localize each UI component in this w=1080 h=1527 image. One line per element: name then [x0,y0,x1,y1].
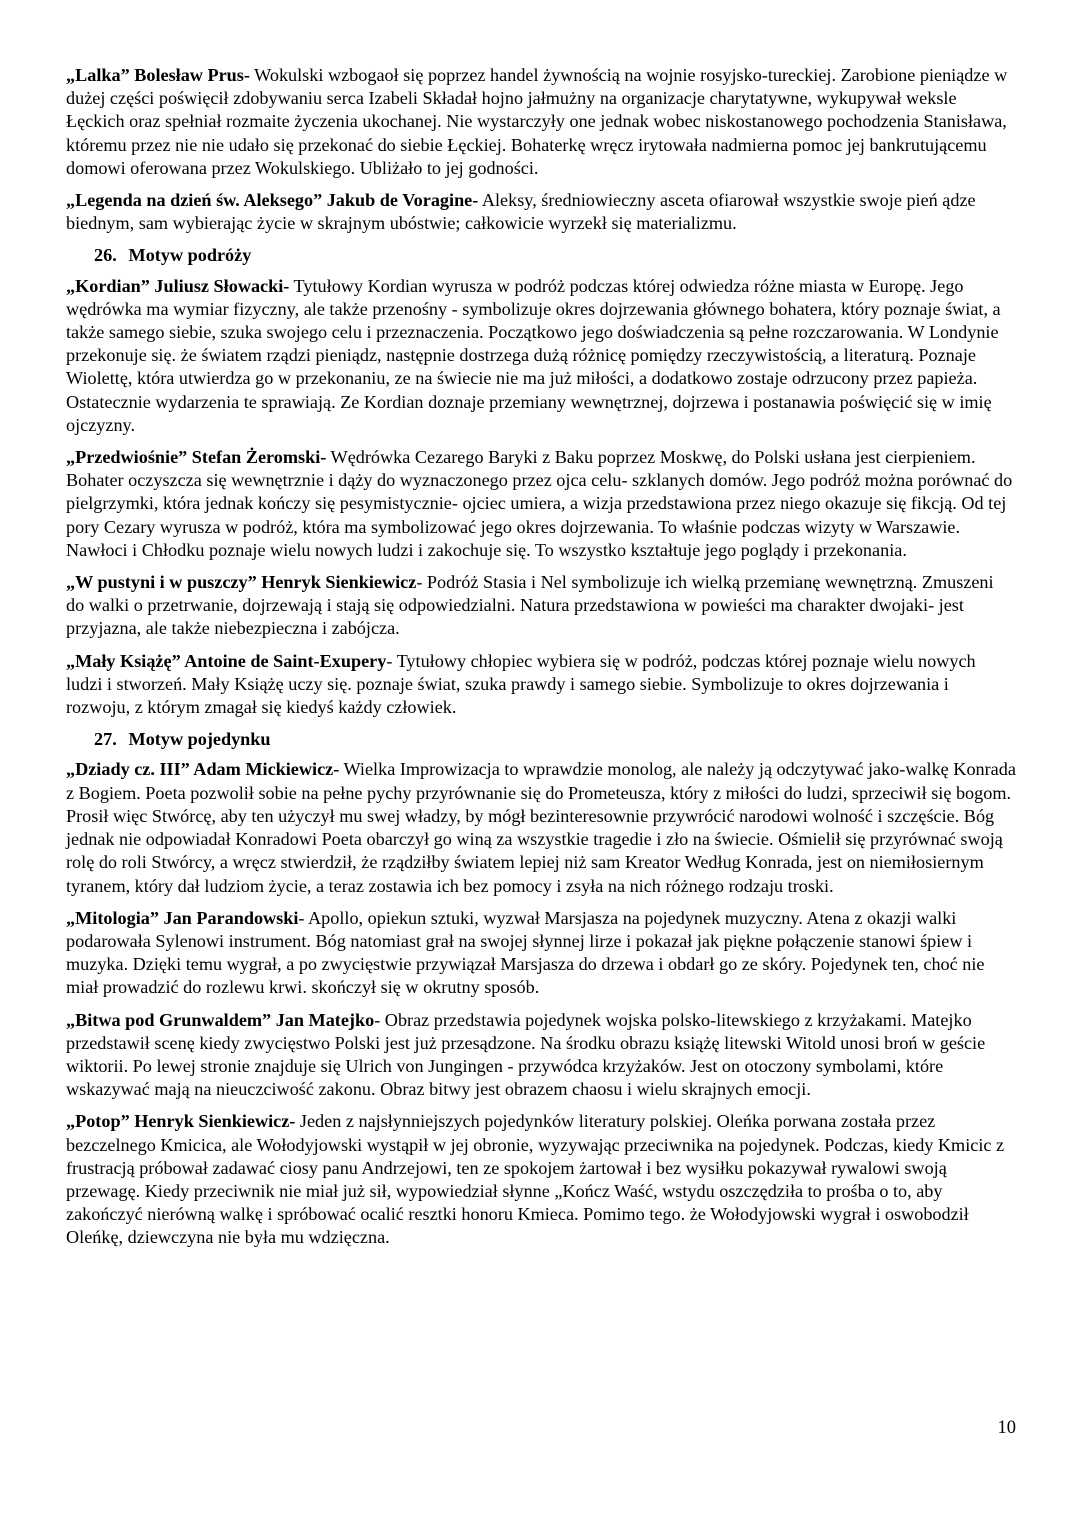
section-heading-motyw-podrozy [94,244,1016,267]
entry-title: „Mitologia” Jan Parandowski [66,907,299,928]
page-number: 10 [997,1418,1016,1438]
entry-text: Tytułowy Kordian wyrusza w podróż podczas której odwiedza różne miasta w Europę. Jego wędrówka ma wymiar fizyczny, ale także przenośny - symbolizuje okres dojrzewania głównego bohatera, który poznaje świat, a także samego siebie, szuka swojego celu i przeznaczenia. Początkowo jego doświadczenia są pełne rozczarowania. W Londynie przekonuje się. że światem rządzi pieniądz, następnie dostrzega dużą różnicę pomiędzy rzeczywistością, a literaturą. Poznaje Wiolettę, która utwierdza go w przekonaniu, ze na świecie nie ma już miłości, a dodatkowo zostaje odrzucony przez papieża. Ostatecznie wydarzenia te sprawiają. Ze Kordian doznaje przemiany wewnętrznej, dojrzewa i postanawia poświęcić się w imię ojczyzny. [66,275,1001,435]
entry-potop [66,1110,1016,1249]
entry-text: - Podróż Stasia i Nel symbolizuje ich wielką przemianę wewnętrzną. Zmuszeni do walki o przetrwanie, dojrzewają i stają się odpowiedzialni. Natura przedstawiona w powieści ma charakter dwojaki- jest przyjazna, ale także niebezpieczna i zabójcza. [66,572,994,639]
section-heading-motyw-pojedynku [94,728,1016,751]
entry-text: Wokulski wzbogaoł się poprzez handel żywnością na wojnie rosyjsko-tureckiej. Zarobione pieniądze w dużej części poświęcił zdobywaniu serca Izabeli Składał hojno jałmużny na organizacje charytatywne, wykupywał weksle Łęckich oraz spełniał rozmaite życzenia ukochanej. Nie wystarczyły one jednak wobec niskostanowego pochodzenia Stanisława, któremu przez nie nie udało się przekonać do siebie Łęckiej. Bohaterkę wręcz irytowała nadmierna pomoc jej bankrutującemu domowi oferowana przez Wokulskiego. Ubliżało to jej godności. [66,65,1008,178]
entry-title: „Lalka” Bolesław Prus- [66,65,250,85]
entry-text: Wielka Improwizacja to wprawdzie monolog, ale należy ją odczytywać jako-walkę Konrada z Bogiem. Poeta pozwolił sobie na pełne pychy przyrównanie się do Prometeusza, który z miłości do ludzi, sprzeciwił się bogom. Prosił więc Stwórcę, aby ten użyczył mu swej władzy, by mógł bezinteresownie przywrócić narodowi wolność i szczęście. Bóg jednak nie odpowiadał Konradowi Poeta obarczył go winą za wszystkie tragedie i zło na świecie. Ośmielił się przyrównać swoją rolę do roli Stwórcy, a wręcz stwierdził, że rządziłby światem lepiej niż sam Kreator Według Konrada, jest on niemiłosiernym tyranem, który dał ludziom życie, a teraz zostawia ich bez pomocy i zsyła na nich różnego rodzaju troski. [66,759,1016,896]
entry-text: Aleksy, średniowieczny asceta ofiarował wszystkie swoje pień ądze biednym, sam wybierając życie w skrajnym ubóstwie; całkowicie wyrzekł się materializmu. [66,190,976,234]
entry-text: - Obraz przedstawia pojedynek wojska polsko-litewskiego z krzyżakami. Matejko przedstawił scenę kiedy zwycięstwo Polski jest już przesądzone. Na środku obrazu książę litewski Witold unosi broń w geście wiktorii. Po lewej stronie znajduje się Ulrich von Jungingen - przywódca krzyżaków. Jest on otoczony symbolami, które wskazywać mają na nieuczciwość zakonu. Obraz bitwy jest obrazem chaosu i wielu skrajnych emocji. [66,1009,986,1100]
section-number: 26. [94,245,117,266]
entry-title: „Kordian” Juliusz Słowacki- [66,275,290,296]
entry-title: „Bitwa pod Grunwaldem” Jan Matejko [66,1009,375,1030]
entry-title: „Potop” Henryk Sienkiewicz- [66,1111,296,1132]
entry-title: „Legenda na dzień św. Aleksego” Jakub de Voragine- [66,190,479,211]
entry-text: Wędrówka Cezarego Baryki z Baku poprzez Moskwę, do Polski usłana jest cierpieniem. Bohater oczyszcza się wewnętrznie i dąży do wyznaczonego przez ojca celu- szklanych domów. Jego podróż można porównać do pielgrzymki, która jednak kończy się pesymistycznie- ojciec umiera, a wizja przedstawiona przez niego okazuje się fikcją. Od tej pory Cezary wyrusza w podróż, która ma symbolizować jego okres dojrzewania. To właśnie podczas wizyty w Warszawie. Nawłoci i Chłodku poznaje wielu nowych ludzi i zakochuje się. To wszystko kształtuje jego poglądy i przekonania. [66,447,1013,560]
section-title: Motyw pojedynku [128,729,271,750]
entry-bitwa-pod-grunwaldem [66,1009,1016,1102]
section-title: Motyw podróży [128,245,252,266]
entry-maly-ksiaze [66,650,1016,720]
entry-text: - Apollo, opiekun sztuki, wyzwał Marsjasza na pojedynek muzyczny. Atena z okazji walki podarowała Sylenowi instrument. Bóg natomiast grał na swojej słynnej lirze i pokazał jak piękne połączenie stanowi śpiew i muzyka. Dzięki temu wygrał, a po zwycięstwie przywiązał Marsjasza do drzewa i obdarł go ze skóry. Pojedynek ten, choć nie miał prowadzić do rozlewu krwi. skończył się w okrutny sposób. [66,907,985,998]
entry-title: „Przedwiośnie” Stefan Żeromski- [66,447,327,468]
document-page [66,64,1016,1259]
entry-dziady [66,758,1016,897]
entry-przedwiosnie [66,446,1016,562]
entry-text: Jeden z najsłynniejszych pojedynków literatury polskiej. Oleńka porwana została przez bezczelnego Kmicica, ale Wołodyjowski wystąpił w jej obronie, wyzywając przeciwnika na pojedynek. Podczas, kiedy Kmicic z frustracją próbował zadawać ciosy panu Andrzejowi, ten ze spokojem żartował i bez wysiłku pokazywał rywalowi swoją przewagę. Kiedy przeciwnik nie miał już sił, wypowiedział słynne „Kończ Waść, wstydu oszczędziła to prośba o to, aby zakończyć nierówną walkę i spróbować ocalić resztki honoru Kmieca. Pomimo tego. że Wołodyjowski wygrał i oswobodził Oleńkę, dziewczyna nie była mu wdzięczna. [66,1111,1005,1248]
entry-title: „Mały Książę” Antoine de Saint-Exupery [66,650,387,671]
section-number: 27. [94,729,117,750]
entry-kordian [66,275,1016,437]
entry-title: „W pustyni i w puszczy” Henryk Sienkiewicz [66,572,417,593]
entry-text: - Tytułowy chłopiec wybiera się w podróż, podczas której poznaje wielu nowych ludzi i stworzeń. Mały Książę uczy się. poznaje świat, szuka prawdy i samego siebie. Symbolizuje to okres dojrzewania i rozwoju, z którym zmagał się kiedyś każdy człowiek. [66,650,976,718]
entry-lalka [66,64,1016,180]
entry-legenda-aleksego [66,189,1016,235]
entry-w-pustyni [66,571,1016,641]
entry-title: „Dziady cz. III” Adam Mickiewicz- [66,759,340,780]
entry-mitologia [66,907,1016,1000]
